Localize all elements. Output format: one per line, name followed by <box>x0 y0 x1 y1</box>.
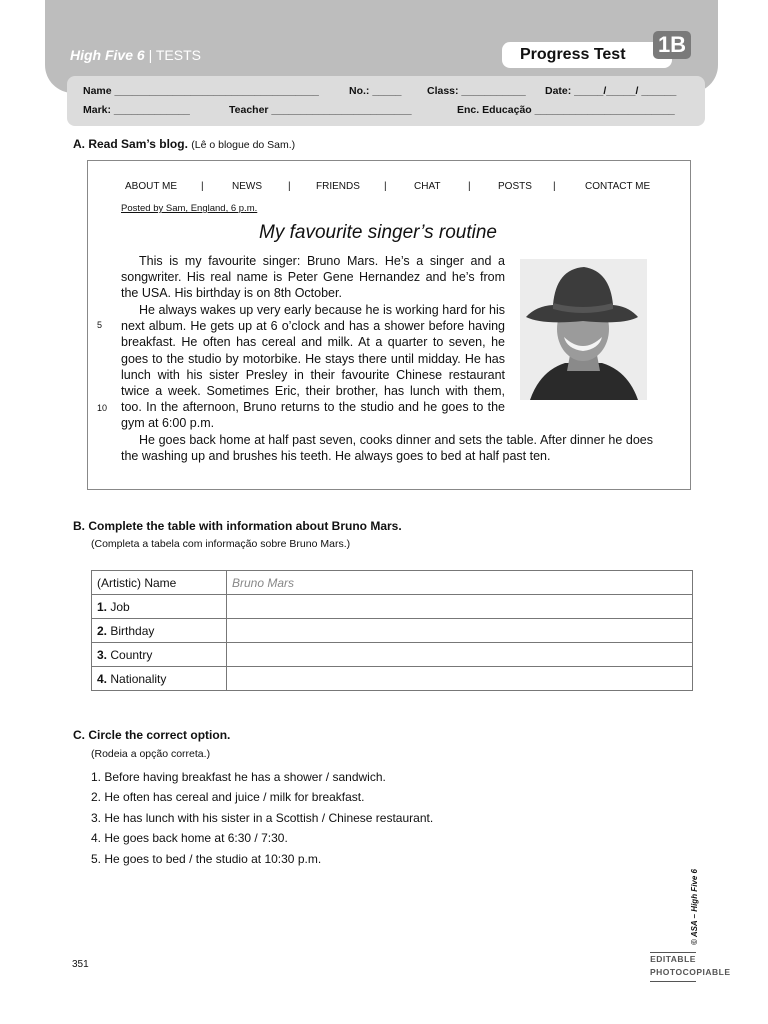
guardian-field[interactable]: Enc. Educação ________________________ <box>457 104 675 116</box>
table-row <box>92 619 693 643</box>
mark-field[interactable]: Mark: _____________ <box>83 104 190 116</box>
section-c-heading: C. Circle the correct option. <box>73 728 231 742</box>
question-3: 3. He has lunch with his sister in a Scottish / Chinese restaurant. <box>91 811 434 825</box>
table-row <box>92 571 693 595</box>
section-c-translation: (Rodeia a opção correta.) <box>91 748 211 760</box>
question-4: 4. He goes back home at 6:30 / 7:30. <box>91 831 288 845</box>
series-title <box>70 47 201 63</box>
row-label: 3. Country <box>92 643 227 667</box>
row-label: 2. Birthday <box>92 619 227 643</box>
editable-photocopiable-stamp <box>650 952 731 982</box>
nav-separator: | <box>553 181 556 192</box>
student-info-panel <box>67 76 705 126</box>
section-b-heading: B. Complete the table with information about Bruno Mars. <box>73 519 402 533</box>
section-a-heading <box>73 137 295 151</box>
stamp-photocopiable: PHOTOCOPIABLE <box>650 967 731 977</box>
table-row <box>92 643 693 667</box>
line-number-5: 5 <box>97 320 103 330</box>
row-answer[interactable] <box>227 643 693 667</box>
row-answer[interactable]: Bruno Mars <box>227 571 693 595</box>
nav-separator: | <box>384 181 387 192</box>
singer-photo <box>520 259 647 400</box>
row-answer[interactable] <box>227 595 693 619</box>
number-field[interactable]: No.: _____ <box>349 85 402 97</box>
name-field[interactable]: Name ___________________________________ <box>83 85 319 97</box>
blog-paragraph-2: He always wakes up very early because he is working hard for his next album. He gets up at 6 o’clock and has a shower before having breakfast. He often has cereal and milk. At a quarter to seven, he goes to the studio by motorbike. He stays there until midday. He has lunch with his sister Presley in their favourite Chinese restaurant twice a week. Sometimes Eric, their brother, has lunch with them, too. In the afternoon, Bruno returns to the studio and he goes to the gym at 6:00 p.m. <box>121 303 505 431</box>
section-a-title: A. Read Sam’s blog. <box>73 137 188 151</box>
test-code-badge: 1B <box>653 31 691 59</box>
progress-test-label: Progress Test <box>520 46 626 63</box>
question-2: 2. He often has cereal and juice / milk for breakfast. <box>91 790 365 804</box>
nav-separator: | <box>201 181 204 192</box>
table-row <box>92 667 693 691</box>
copyright-note: © ASA – High Five 6 <box>690 869 699 945</box>
page-number: 351 <box>72 959 89 970</box>
nav-about-me[interactable]: ABOUT ME <box>125 181 178 192</box>
section-a-translation: (Lê o blogue do Sam.) <box>191 139 296 151</box>
nav-separator: | <box>288 181 291 192</box>
nav-contact-me[interactable]: CONTACT ME <box>585 181 651 192</box>
date-field[interactable]: Date: _____/_____/ ______ <box>545 85 677 97</box>
table-row <box>92 595 693 619</box>
nav-posts[interactable]: POSTS <box>498 181 532 192</box>
row-label: (Artistic) Name <box>92 571 227 595</box>
nav-separator: | <box>468 181 471 192</box>
question-1: 1. Before having breakfast he has a shower / sandwich. <box>91 770 386 784</box>
post-byline: Posted by Sam, England, 6 p.m. <box>121 203 258 214</box>
stamp-editable: EDITABLE <box>650 954 696 964</box>
class-field[interactable]: Class: ___________ <box>427 85 526 97</box>
question-5: 5. He goes to bed / the studio at 10:30 p.m. <box>91 852 322 866</box>
nav-friends[interactable]: FRIENDS <box>316 181 360 192</box>
series-name: High Five 6 <box>70 47 145 63</box>
teacher-field[interactable]: Teacher ________________________ <box>229 104 412 116</box>
blog-paragraph-3: He goes back home at half past seven, cooks dinner and sets the table. After dinner he does the washing up and brushes his teeth. He always goes to bed at half past ten. <box>121 433 653 464</box>
section-b-translation: (Completa a tabela com informação sobre Bruno Mars.) <box>91 538 351 550</box>
nav-news[interactable]: NEWS <box>232 181 262 192</box>
series-separator: | <box>148 47 153 63</box>
series-section: TESTS <box>155 47 201 63</box>
bruno-info-table <box>91 570 693 691</box>
row-answer[interactable] <box>227 619 693 643</box>
row-answer[interactable] <box>227 667 693 691</box>
row-label: 4. Nationality <box>92 667 227 691</box>
blog-paragraph-1: This is my favourite singer: Bruno Mars. He’s a singer and a songwriter. His real name is Peter Gene Hernandez and he’s from the USA. His birthday is on 8th October. <box>121 254 505 301</box>
row-label: 1. Job <box>92 595 227 619</box>
line-number-10: 10 <box>97 403 108 413</box>
nav-chat[interactable]: CHAT <box>414 181 441 192</box>
blog-title: My favourite singer’s routine <box>259 222 497 243</box>
